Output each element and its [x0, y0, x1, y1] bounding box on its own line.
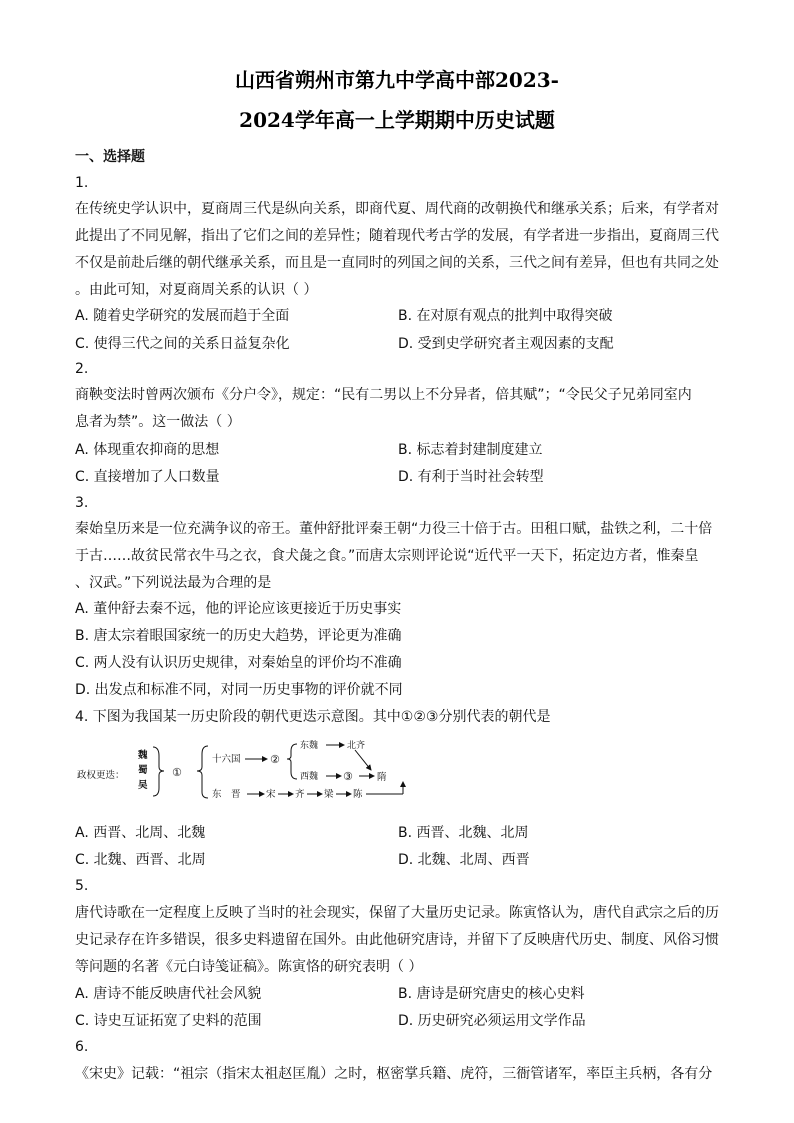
song-dynasty: 宋	[266, 789, 276, 800]
diagram-label: 政权更迭：	[77, 770, 125, 781]
state-wei: 魏	[138, 750, 148, 761]
option-b[interactable]: B. 在对原有观点的批判中取得突破	[398, 308, 613, 324]
section-heading: 一、选择题	[75, 149, 145, 165]
question-stem-line: 等问题的名著《元白诗笺证稿》。陈寅恪的研究表明（ ）	[75, 959, 423, 975]
option-d[interactable]: D. 北魏、北周、西晋	[398, 852, 530, 868]
option-c[interactable]: C. 使得三代之间的关系日益复杂化	[75, 336, 290, 352]
liang-dynasty: 梁	[324, 789, 334, 800]
option-b[interactable]: B. 唐太宗着眼国家统一的历史大趋势，评论更为准确	[75, 628, 402, 644]
question-number: 3.	[75, 495, 89, 511]
circle-3: ③	[343, 770, 353, 783]
option-a[interactable]: A. 唐诗不能反映唐代社会风貌	[75, 986, 262, 1002]
option-d[interactable]: D. 受到史学研究者主观因素的支配	[398, 336, 614, 352]
east-wei: 东魏	[300, 741, 319, 751]
page-title-line-2: 2024学年高一上学期期中历史试题	[239, 108, 555, 132]
west-wei: 西魏	[300, 772, 319, 782]
option-b[interactable]: B. 标志着封建制度建立	[398, 442, 543, 458]
circle-2: ②	[270, 753, 280, 766]
question-stem-line: 史记录存在许多错误，很多史料遗留在国外。由此他研究唐诗，并留下了反映唐代历史、制度、风俗习惯	[75, 932, 719, 948]
question-stem-line: 秦始皇历来是一位充满争议的帝王。董仲舒批评秦王朝“力役三十倍于古。田租口赋，盐铁之利，二十倍	[75, 521, 713, 537]
question-stem-line: 商鞅变法时曾两次颁布《分户令》，规定：“民有二男以上不分异者，倍其赋”；“令民父子兄弟同室内	[75, 387, 692, 403]
right-brace-icon	[153, 747, 164, 796]
qi-dynasty: 齐	[295, 789, 305, 800]
option-d[interactable]: D. 有利于当时社会转型	[398, 469, 544, 485]
question-stem-line: 此提出了不同见解，指出了它们之间的差异性；随着现代考古学的发展，有学者进一步指出，夏商周三代	[75, 228, 719, 244]
question-number: 1.	[75, 175, 89, 191]
state-wu: 吴	[138, 780, 148, 791]
question-stem-line: 于古……故贫民常衣牛马之衣，食犬彘之食。”而唐太宗则评论说“近代平一天下，拓定边方者，惟秦皇	[75, 548, 699, 564]
page-title-line-1: 山西省朔州市第九中学高中部2023-	[235, 68, 559, 92]
sixteen-kingdoms: 十六国	[212, 754, 241, 765]
question-stem-line: 唐代诗歌在一定程度上反映了当时的社会现实，保留了大量历史记录。陈寅恪认为，唐代自武宗之后的历	[75, 905, 719, 921]
option-a[interactable]: A. 西晋、北周、北魏	[75, 825, 206, 841]
option-a[interactable]: A. 董仲舒去秦不远，他的评论应该更接近于历史事实	[75, 601, 402, 617]
dynasty-succession-diagram	[75, 738, 425, 804]
question-number: 6.	[75, 1039, 89, 1055]
chen-dynasty: 陈	[353, 789, 363, 800]
option-c[interactable]: C. 诗史互证拓宽了史料的范围	[75, 1013, 262, 1029]
option-c[interactable]: C. 两人没有认识历史规律，对秦始皇的评价均不准确	[75, 655, 402, 671]
sui-dynasty: 隋	[377, 772, 387, 783]
option-b[interactable]: B. 西晋、北魏、北周	[398, 825, 529, 841]
east-jin: 东 晋	[212, 789, 241, 800]
option-d[interactable]: D. 历史研究必须运用文学作品	[398, 1013, 586, 1029]
option-b[interactable]: B. 唐诗是研究唐史的核心史料	[398, 986, 585, 1002]
circle-1: ①	[172, 766, 182, 779]
north-qi: 北齐	[347, 741, 366, 751]
question-stem-line: 、汉武。”下列说法最为合理的是	[75, 575, 272, 591]
left-brace-icon	[197, 746, 208, 798]
question-number: 2.	[75, 361, 89, 377]
option-c[interactable]: C. 北魏、西晋、北周	[75, 852, 206, 868]
option-a[interactable]: A. 随着史学研究的发展而趋于全面	[75, 308, 290, 324]
question-stem-line: 。由此可知，对夏商周关系的认识（ ）	[75, 282, 318, 298]
option-d[interactable]: D. 出发点和标准不同，对同一历史事物的评价就不同	[75, 682, 403, 698]
question-stem-line: 4. 下图为我国某一历史阶段的朝代更迭示意图。其中①②③分别代表的朝代是	[75, 709, 551, 725]
question-stem-line: 息者为禁”。这一做法（ ）	[75, 414, 241, 430]
question-stem-line: 不仅是前赴后继的朝代继承关系，而且是一直同时的列国之间的关系，三代之间有差异，但也有共同之处	[75, 255, 719, 271]
question-number: 5.	[75, 878, 89, 894]
left-brace-icon	[287, 744, 297, 779]
option-a[interactable]: A. 体现重农抑商的思想	[75, 442, 220, 458]
option-c[interactable]: C. 直接增加了人口数量	[75, 469, 220, 485]
question-stem-line: 《宋史》记载：“祖宗（指宋太祖赵匡胤）之时，枢密掌兵籍、虎符，三衙管诸军，率臣主兵柄，各有分	[75, 1066, 713, 1082]
question-stem-line: 在传统史学认识中，夏商周三代是纵向关系，即商代夏、周代商的改朝换代和继承关系；后来，有学者对	[75, 201, 719, 217]
state-shu: 蜀	[138, 765, 148, 776]
